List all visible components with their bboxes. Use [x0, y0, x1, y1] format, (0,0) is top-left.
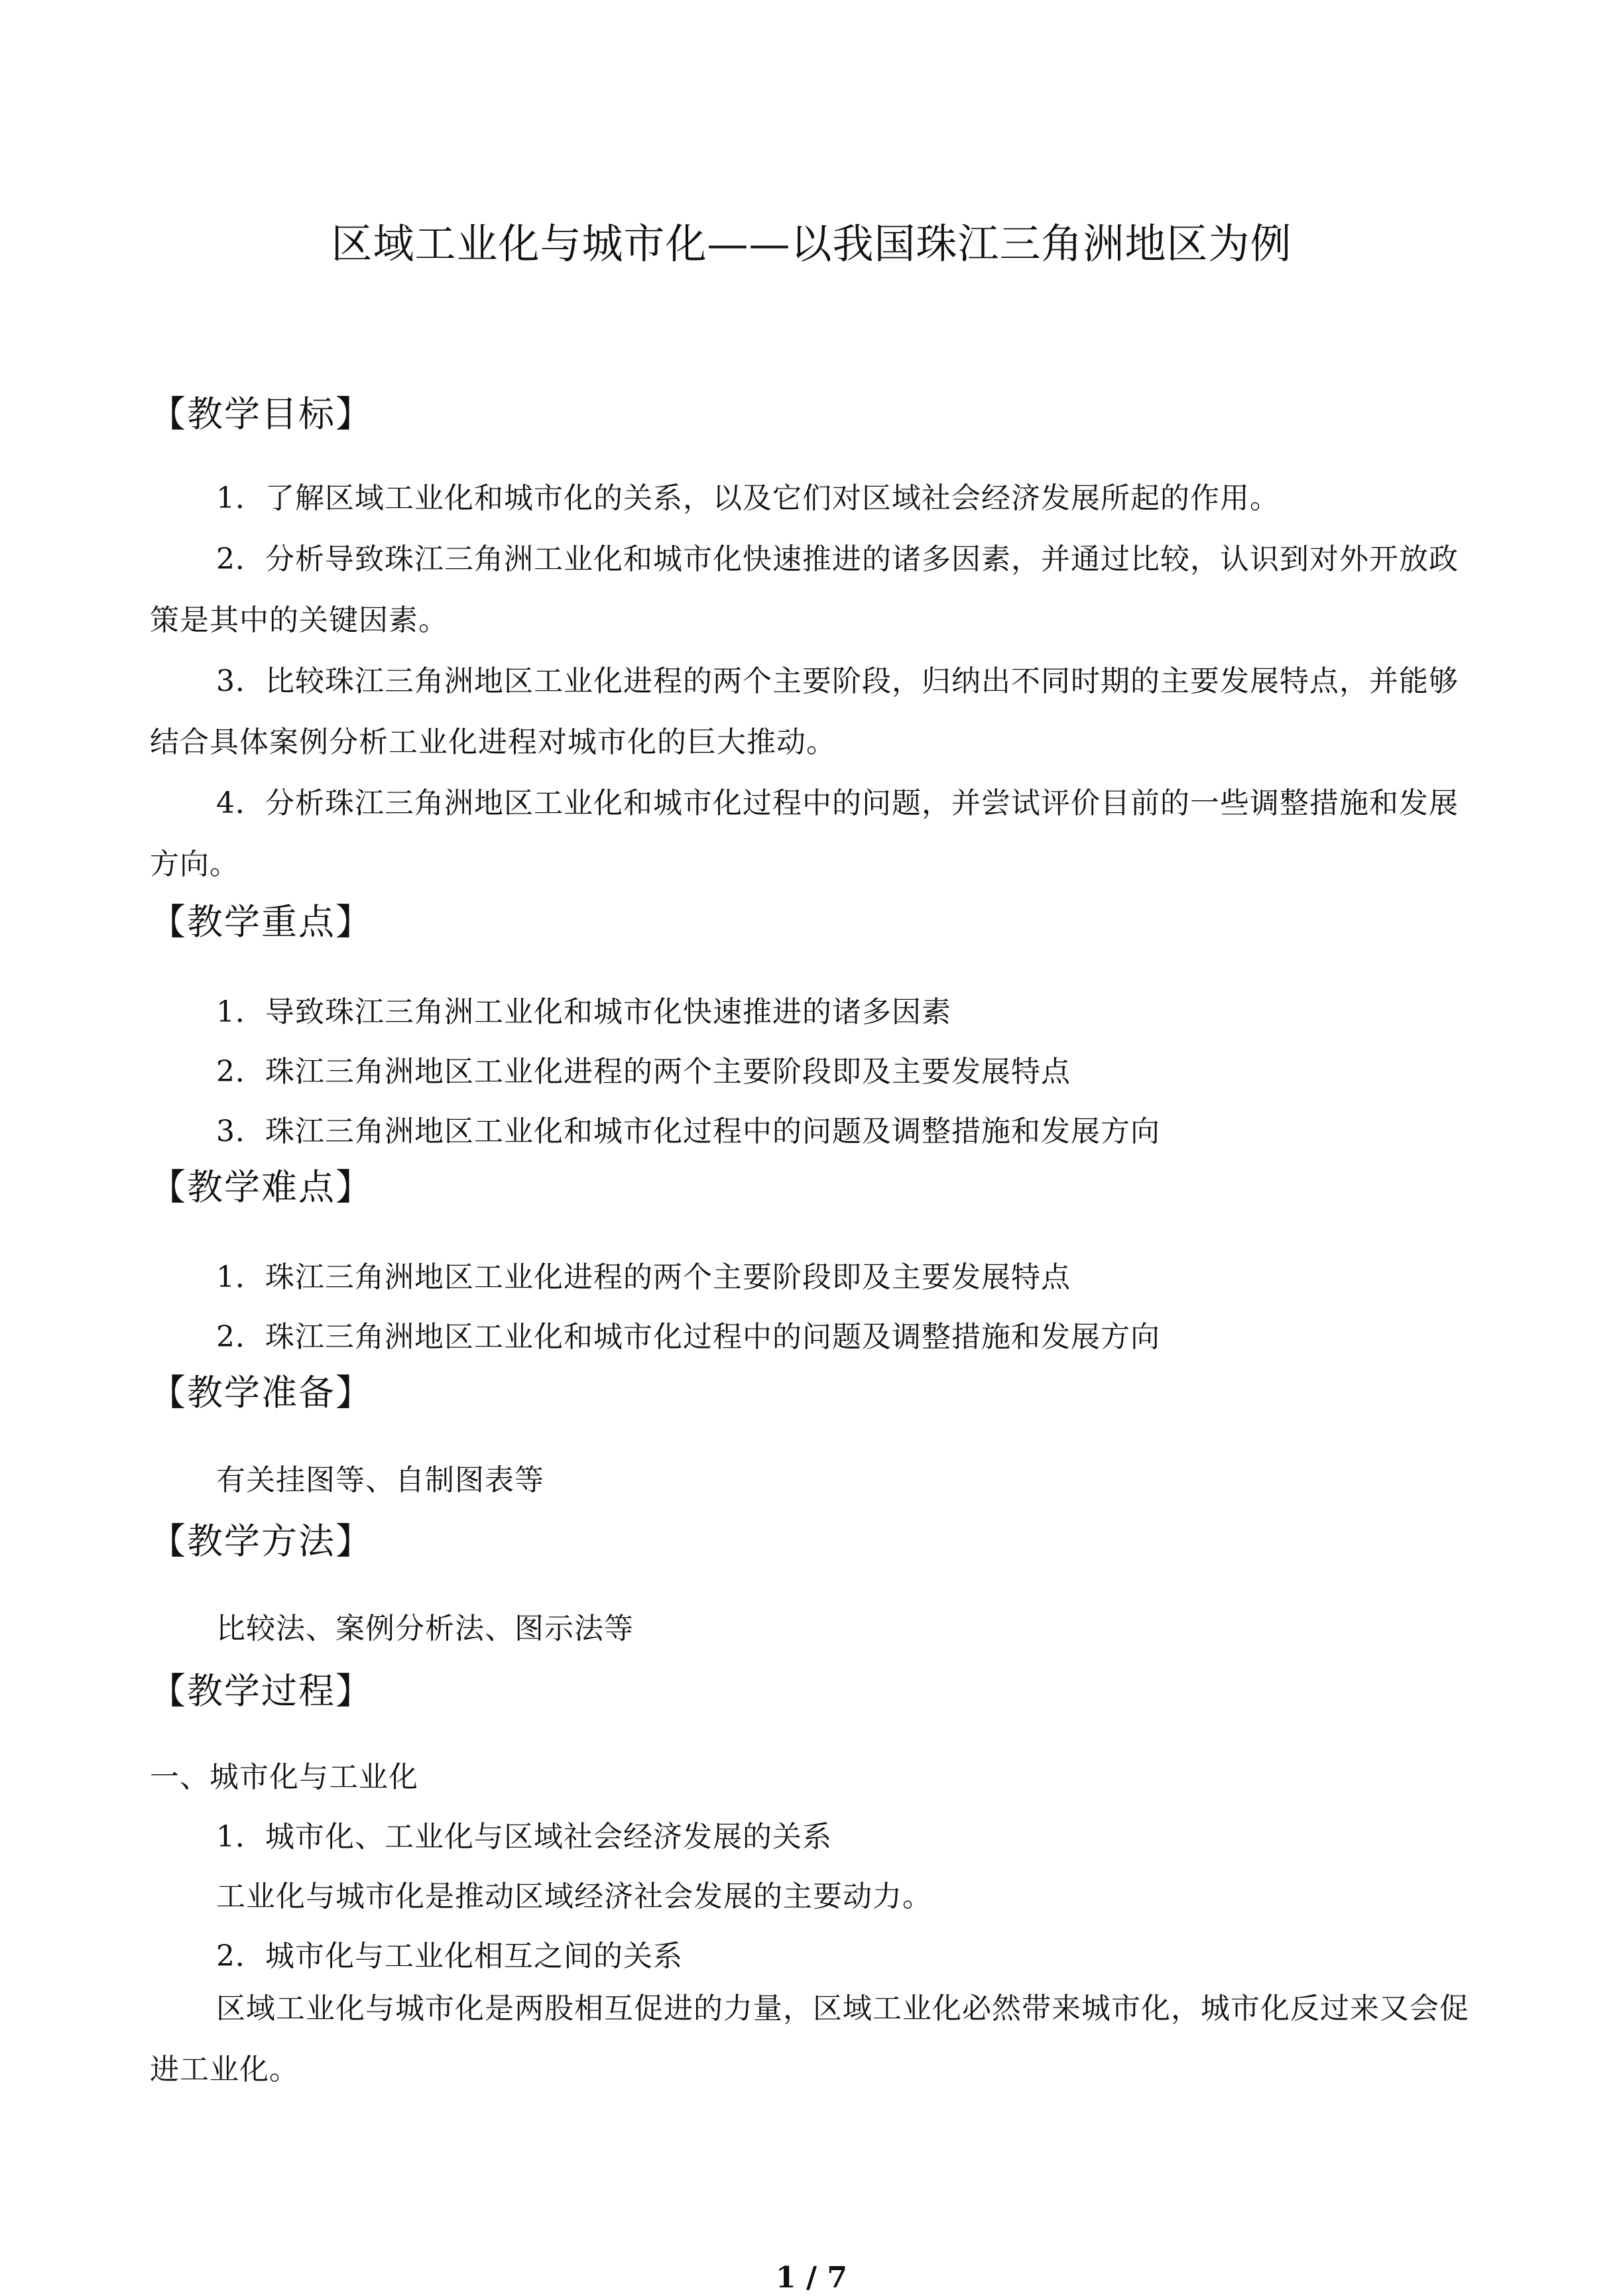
goal-item-1: 1．了解区域工业化和城市化的关系，以及它们对区域社会经济发展所起的作用。 — [216, 481, 1280, 515]
key-point-1: 1．导致珠江三角洲工业化和城市化快速推进的诸多因素 — [216, 995, 951, 1029]
key-point-3: 3．珠江三角洲地区工业化和城市化过程中的问题及调整措施和发展方向 — [216, 1115, 1160, 1148]
heading-process: 【教学过程】 — [150, 1670, 373, 1712]
page-number: 1 / 7 — [776, 2261, 847, 2295]
process-sub2-title: 2．城市化与工业化相互之间的关系 — [216, 1939, 683, 1973]
heading-difficulties: 【教学难点】 — [150, 1166, 373, 1208]
key-point-2: 2．珠江三角洲地区工业化进程的两个主要阶段即及主要发展特点 — [216, 1055, 1071, 1089]
difficulty-1: 1．珠江三角洲地区工业化进程的两个主要阶段即及主要发展特点 — [216, 1260, 1071, 1294]
methods-text: 比较法、案例分析法、图示法等 — [216, 1612, 634, 1646]
preparation-text: 有关挂图等、自制图表等 — [216, 1463, 544, 1497]
heading-key-points: 【教学重点】 — [150, 901, 373, 943]
document-title: 区域工业化与城市化——以我国珠江三角洲地区为例 — [331, 219, 1292, 268]
difficulty-2: 2．珠江三角洲地区工业化和城市化过程中的问题及调整措施和发展方向 — [216, 1320, 1160, 1354]
process-sub1-text: 工业化与城市化是推动区域经济社会发展的主要动力。 — [216, 1880, 932, 1913]
process-sub1-title: 1．城市化、工业化与区域社会经济发展的关系 — [216, 1820, 832, 1854]
process-sub2-text: 区域工业化与城市化是两股相互促进的力量，区域工业化必然带来城市化，城市化反过来又会促进工业化。 — [150, 1992, 1469, 2086]
goal-item-3: 3．比较珠江三角洲地区工业化进程的两个主要阶段，归纳出不同时期的主要发展特点，并能够结合具体案例分析工业化进程对城市化的巨大推动。 — [150, 664, 1459, 759]
goal-item-4: 4．分析珠江三角洲地区工业化和城市化过程中的问题，并尝试评价目前的一些调整措施和发展方向。 — [150, 786, 1459, 881]
heading-methods: 【教学方法】 — [150, 1520, 373, 1562]
heading-preparation: 【教学准备】 — [150, 1372, 373, 1414]
process-part1-title: 一、城市化与工业化 — [150, 1760, 418, 1794]
heading-teaching-goals: 【教学目标】 — [150, 393, 373, 435]
goal-item-2: 2．分析导致珠江三角洲工业化和城市化快速推进的诸多因素，并通过比较，认识到对外开放政策是其中的关键因素。 — [150, 542, 1459, 637]
